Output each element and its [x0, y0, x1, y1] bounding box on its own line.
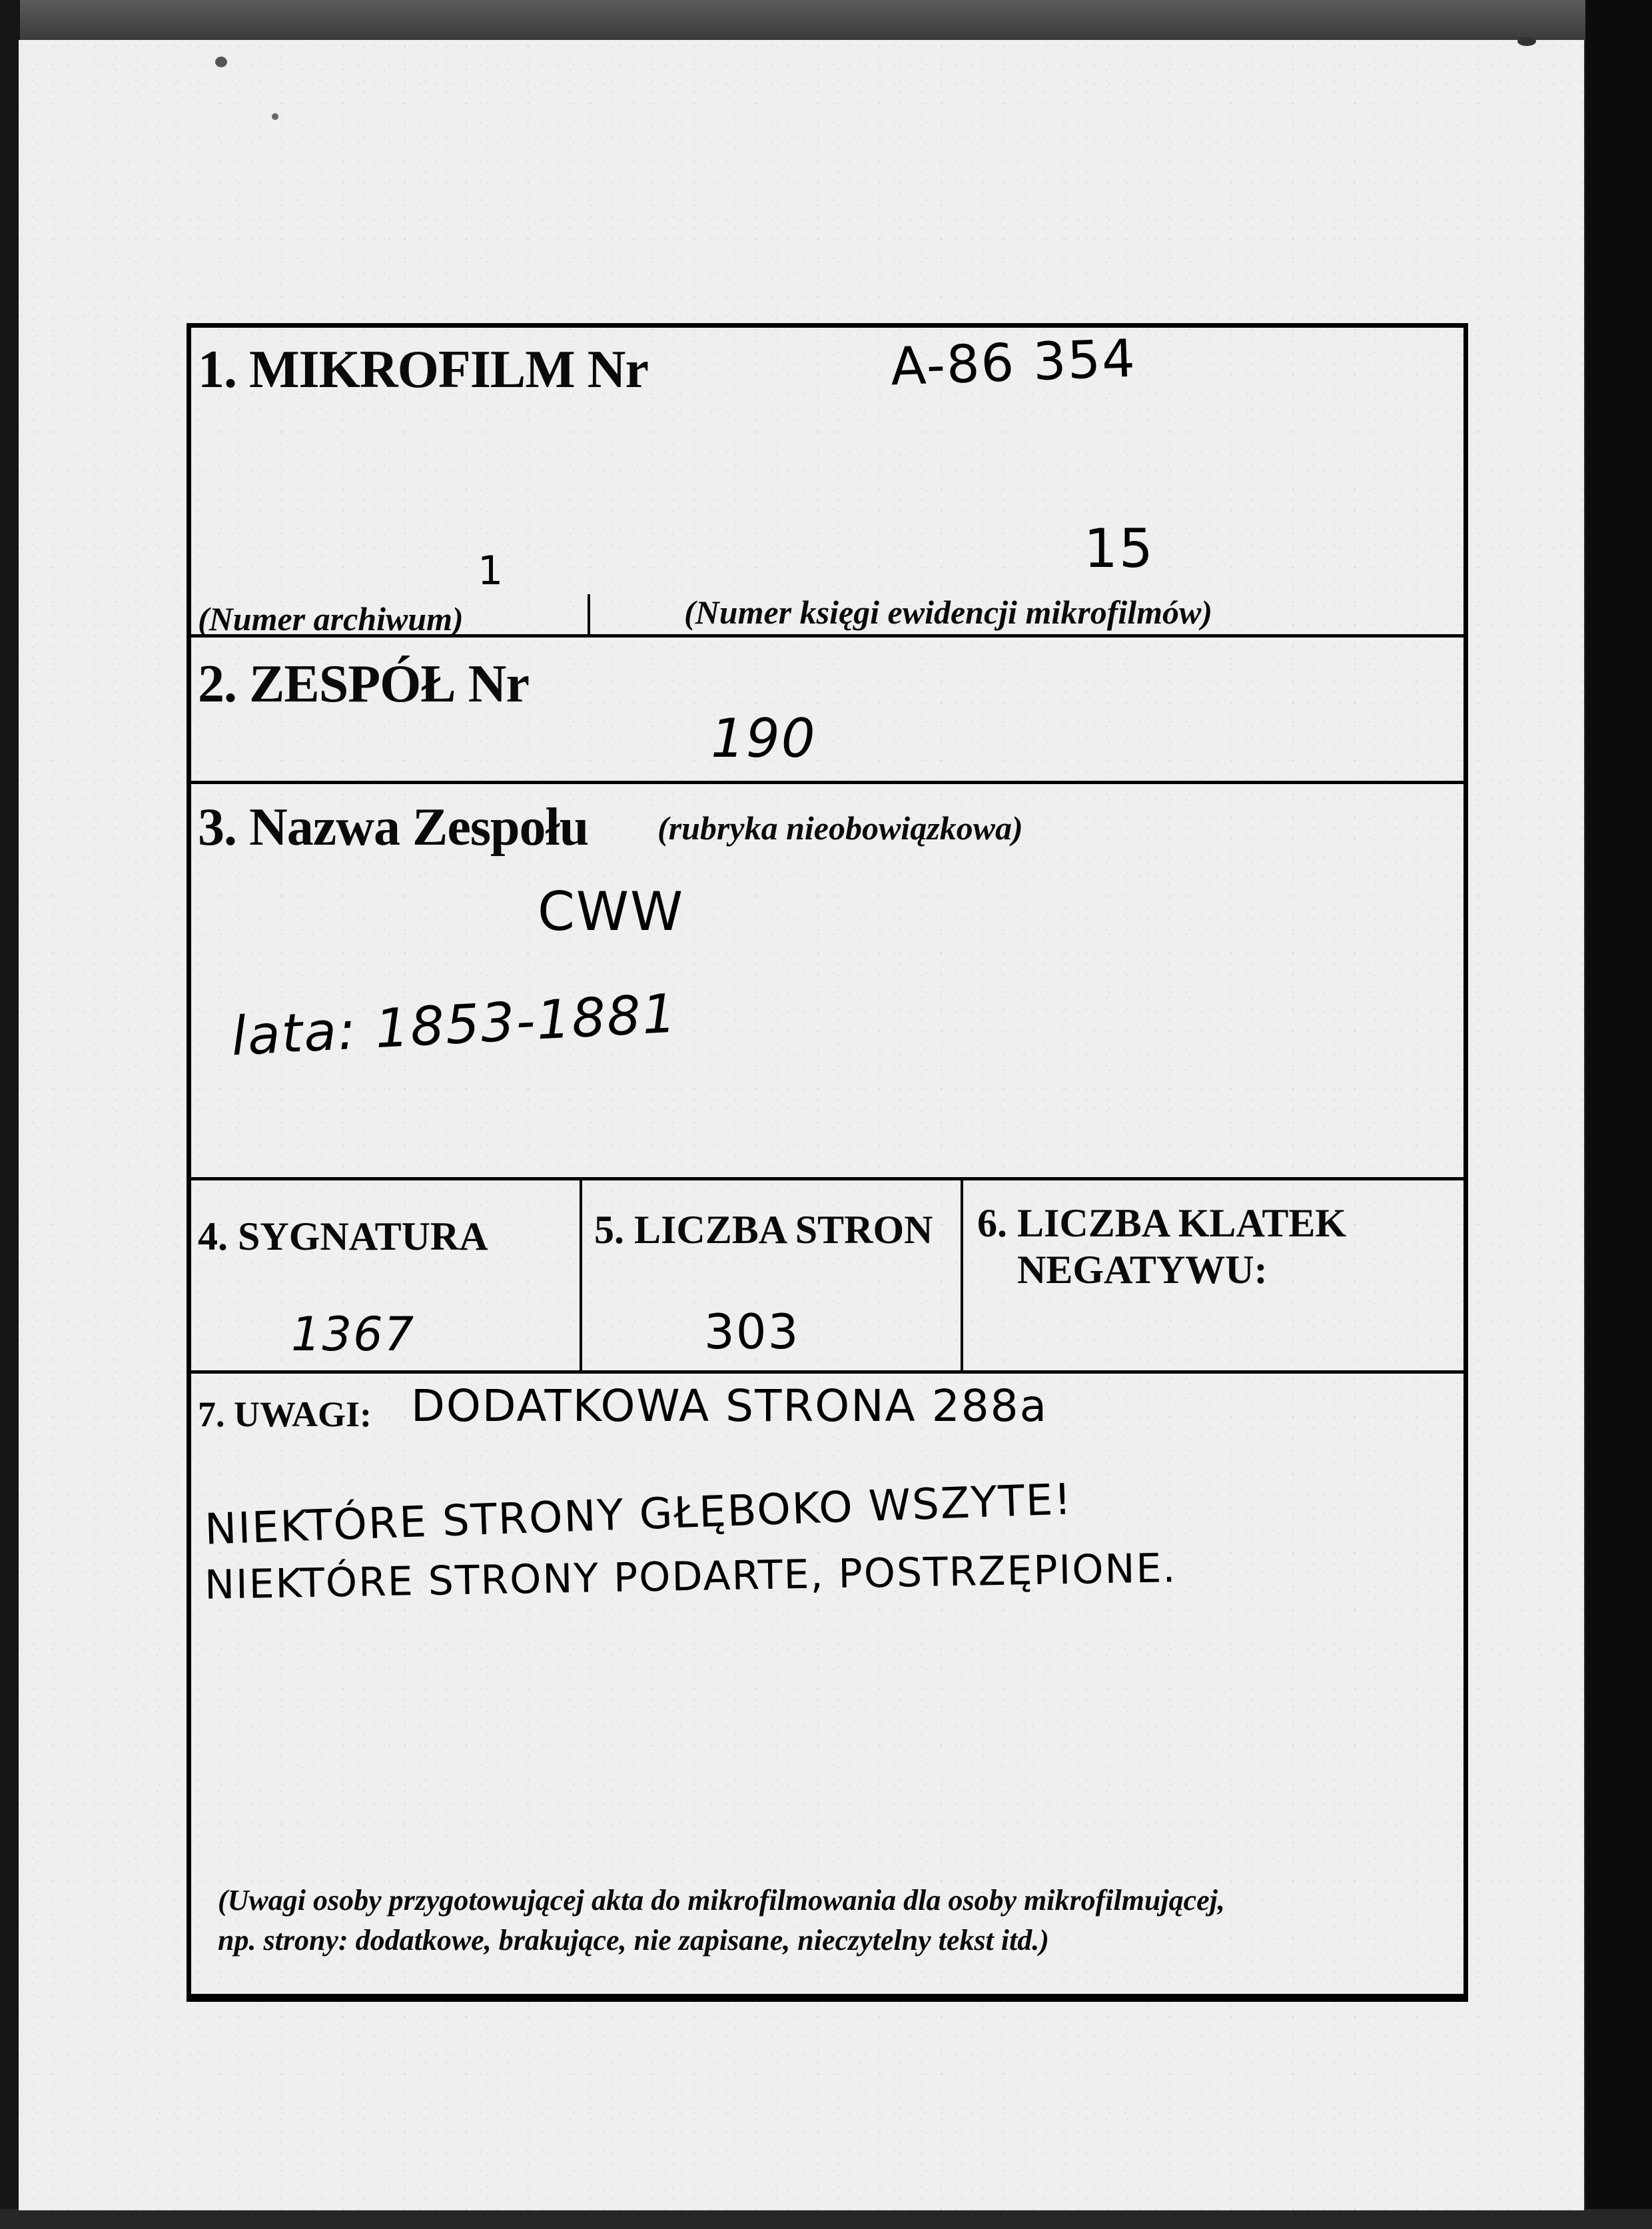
field2-value: 190 — [711, 707, 817, 769]
archive-number-caption: (Numer archiwum) — [198, 600, 464, 638]
register-number-value: 15 — [1084, 518, 1154, 580]
field7-label: 7. UWAGI: — [198, 1394, 372, 1434]
dust-speck-icon — [215, 57, 227, 67]
dust-speck-icon — [1517, 37, 1536, 46]
divider-2 — [191, 781, 1463, 784]
film-frame-top — [0, 0, 1652, 41]
field3-note: (rubryka nieobowiązkowa) — [657, 809, 1023, 847]
field3-years-value: lata: 1853-1881 — [230, 982, 679, 1068]
field7-footnote-line1: (Uwagi osoby przygotowującej akta do mikrofilmowania dla osoby mikrofilmującej, — [218, 1884, 1225, 1917]
film-frame-left — [0, 0, 20, 2229]
divider-4 — [191, 1370, 1463, 1374]
film-frame-bottom — [0, 2209, 1652, 2229]
field2-label: 2. ZESPÓŁ Nr — [198, 655, 529, 713]
field1-microfilm-number: A-86 354 — [889, 328, 1138, 398]
microfilm-form — [187, 323, 1468, 2002]
field6-label-line1: 6. LICZBA KLATEK — [977, 1201, 1347, 1245]
field1-label: 1. MIKROFILM Nr — [198, 340, 649, 399]
caption-divider — [588, 594, 590, 638]
divider-col-1 — [580, 1177, 582, 1370]
field5-label: 5. LICZBA STRON — [594, 1208, 933, 1252]
field5-value: 303 — [704, 1304, 800, 1360]
field4-label: 4. SYGNATURA — [198, 1214, 488, 1258]
field7-footnote-line2: np. strony: dodatkowe, brakujące, nie zapisane, nieczytelny tekst itd.) — [218, 1924, 1049, 1957]
field6-label-line2: NEGATYWU: — [1017, 1248, 1268, 1292]
field3-name-value: CWW — [538, 881, 685, 943]
archive-number-value: 1 — [478, 548, 505, 594]
dust-speck-icon — [272, 113, 278, 120]
field7-remark-2: NIEKTÓRE STRONY GŁĘBOKO WSZYTE! — [204, 1475, 1074, 1555]
paper-sheet — [19, 40, 1584, 2210]
field3-label: 3. Nazwa Zespołu — [198, 798, 589, 857]
field7-remark-1: DODATKOWA STRONA 288a — [411, 1380, 1048, 1432]
film-frame-right — [1585, 0, 1652, 2229]
field4-value: 1367 — [291, 1307, 416, 1362]
divider-col-2 — [961, 1177, 963, 1370]
divider-1 — [191, 634, 1463, 638]
divider-3 — [191, 1177, 1463, 1180]
register-caption: (Numer księgi ewidencji mikrofilmów) — [684, 594, 1213, 631]
field7-remark-3: NIEKTÓRE STRONY PODARTE, POSTRZĘPIONE. — [204, 1545, 1177, 1609]
